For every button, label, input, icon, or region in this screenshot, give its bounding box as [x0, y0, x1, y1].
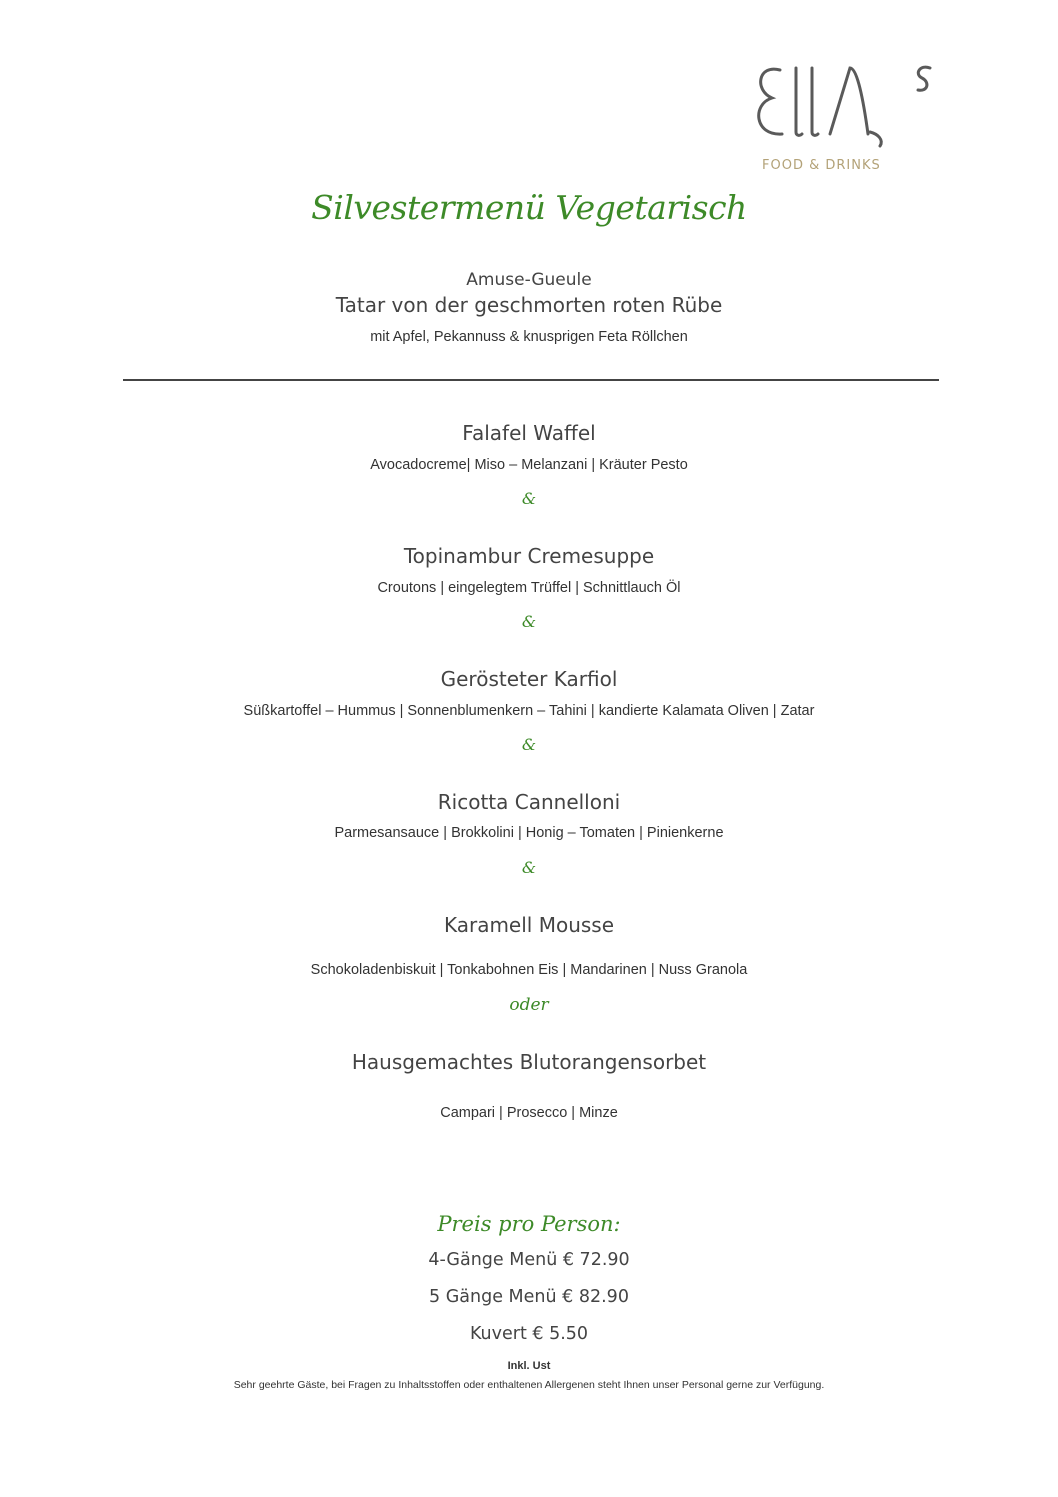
section-divider: [123, 379, 939, 381]
ellas-logo: [750, 60, 940, 175]
course-separator: &: [521, 612, 537, 631]
course-name: Ricotta Cannelloni: [437, 790, 621, 814]
course-name: Gerösteter Karfiol: [440, 667, 618, 691]
course-separator: &: [521, 489, 537, 508]
logo-tagline: FOOD & DRINKS: [762, 158, 881, 173]
menu-title: Silvestermenü Vegetarisch: [311, 188, 747, 227]
amuse-label: Amuse-Gueule: [466, 270, 592, 290]
course-name: Karamell Mousse: [443, 913, 615, 937]
course-description: Schokoladenbiskuit | Tonkabohnen Eis | Mandarinen | Nuss Granola: [310, 962, 748, 978]
course-description: Parmesansauce | Brokkolini | Honig – Tomaten | Pinienkerne: [334, 825, 724, 841]
course-description: Avocadocreme| Miso – Melanzani | Kräuter Pesto: [370, 457, 688, 473]
course-separator: &: [521, 858, 537, 877]
amuse-description: mit Apfel, Pekannuss & knusprigen Feta Röllchen: [370, 329, 688, 345]
amuse-name: Tatar von der geschmorten roten Rübe: [335, 293, 723, 317]
tax-note: Inkl. Ust: [507, 1360, 551, 1372]
price-line: 5 Gänge Menü € 82.90: [429, 1287, 629, 1307]
course-description: Campari | Prosecco | Minze: [440, 1105, 618, 1121]
allergen-note: Sehr geehrte Gäste, bei Fragen zu Inhaltsstoffen oder enthaltenen Allergenen steht Ihnen unser Personal gerne zur Verfügung.: [233, 1379, 825, 1391]
price-heading: Preis pro Person:: [437, 1212, 621, 1236]
course-name: Topinambur Cremesuppe: [403, 544, 655, 568]
price-line: Kuvert € 5.50: [469, 1324, 589, 1344]
course-separator: &: [521, 735, 537, 754]
course-description: Croutons | eingelegtem Trüffel | Schnittlauch Öl: [377, 580, 681, 596]
course-description: Süßkartoffel – Hummus | Sonnenblumenkern – Tahini | kandierte Kalamata Oliven | Zatar: [243, 703, 815, 719]
alternative-separator: oder: [509, 995, 549, 1015]
course-name: Falafel Waffel: [462, 421, 596, 445]
price-line: 4-Gänge Menü € 72.90: [428, 1250, 630, 1270]
course-name: Hausgemachtes Blutorangensorbet: [351, 1050, 707, 1074]
ellas-wordmark: [750, 60, 940, 150]
